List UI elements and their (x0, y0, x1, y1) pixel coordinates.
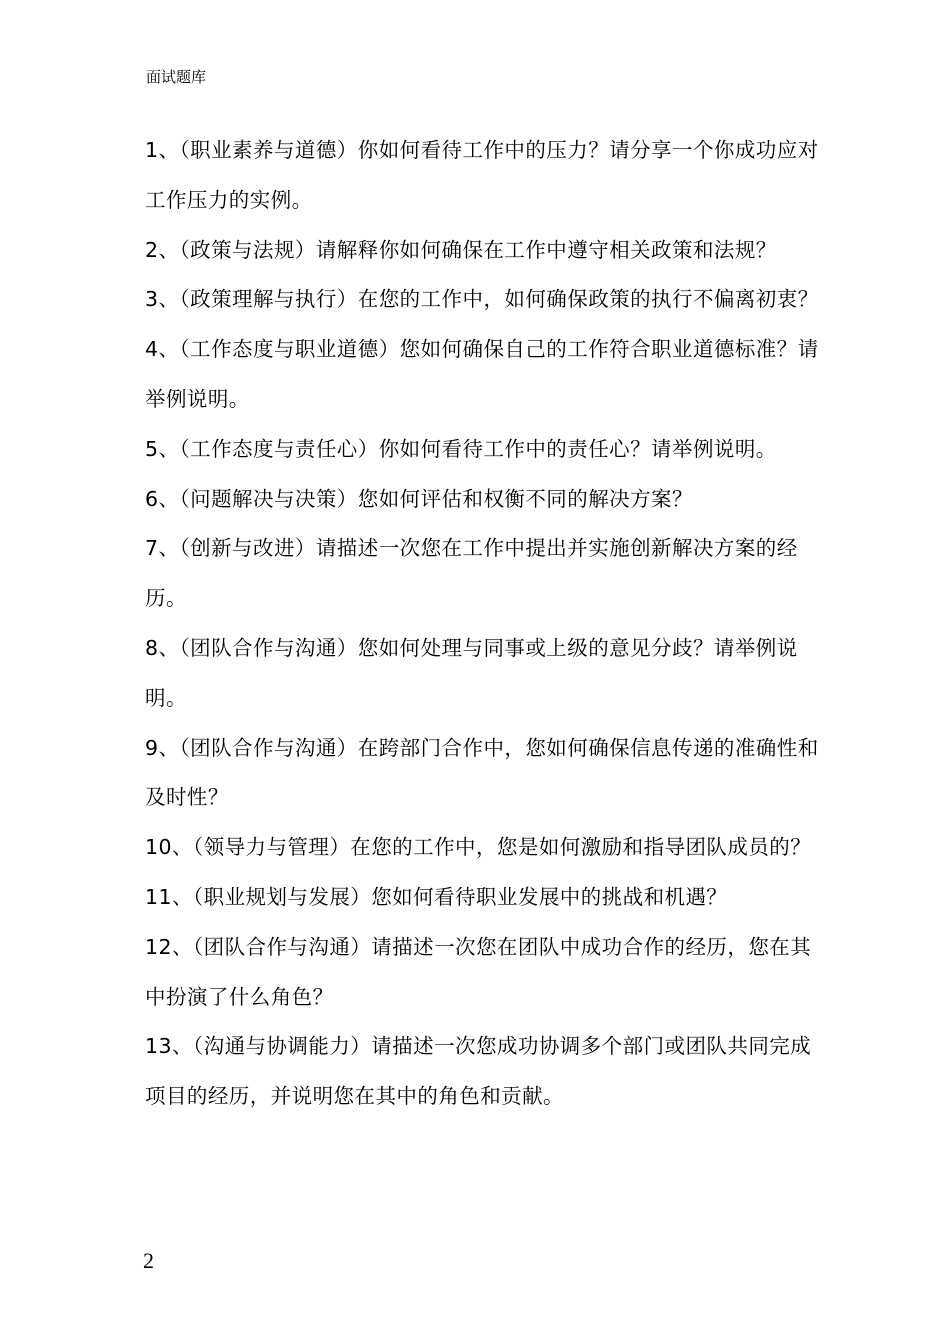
question-item: 8、（团队合作与沟通）您如何处理与同事或上级的意见分歧？请举例说明。 (145, 635, 798, 710)
question-list (145, 126, 825, 1122)
question-item: 10、（领导力与管理）在您的工作中，您是如何激励和指导团队成员的？ (145, 835, 812, 860)
question-item: 3、（政策理解与执行）在您的工作中，如何确保政策的执行不偏离初衷？ (145, 287, 819, 312)
question-item: 4、（工作态度与职业道德）您如何确保自己的工作符合职业道德标准？请举例说明。 (145, 337, 819, 411)
question-item: 9、（团队合作与沟通）在跨部门合作中，您如何确保信息传递的准确性和及时性？ (145, 735, 819, 810)
page-number: 2 (143, 1248, 154, 1273)
question-item: 1、（职业素养与道德）你如何看待工作中的压力？请分享一个你成功应对工作压力的实例。 (145, 138, 819, 212)
question-item: 2、（政策与法规）请解释你如何确保在工作中遵守相关政策和法规？ (145, 237, 777, 262)
question-item: 13、（沟通与协调能力）请描述一次您成功协调多个部门或团队共同完成项目的经历，并说明您在其中的角色和贡献。 (145, 1034, 812, 1109)
question-item: 7、（创新与改进）请描述一次您在工作中提出并实施创新解决方案的经历。 (145, 536, 798, 611)
question-item: 6、（问题解决与决策）您如何评估和权衡不同的解决方案？ (145, 486, 693, 511)
question-item: 11、（职业规划与发展）您如何看待职业发展中的挑战和机遇？ (145, 884, 728, 909)
question-item: 12、（团队合作与沟通）请描述一次您在团队中成功合作的经历，您在其中扮演了什么角色？ (145, 934, 812, 1009)
question-item: 5、（工作态度与责任心）你如何看待工作中的责任心？请举例说明。 (145, 436, 777, 461)
page-header: 面试题库 (146, 68, 207, 86)
